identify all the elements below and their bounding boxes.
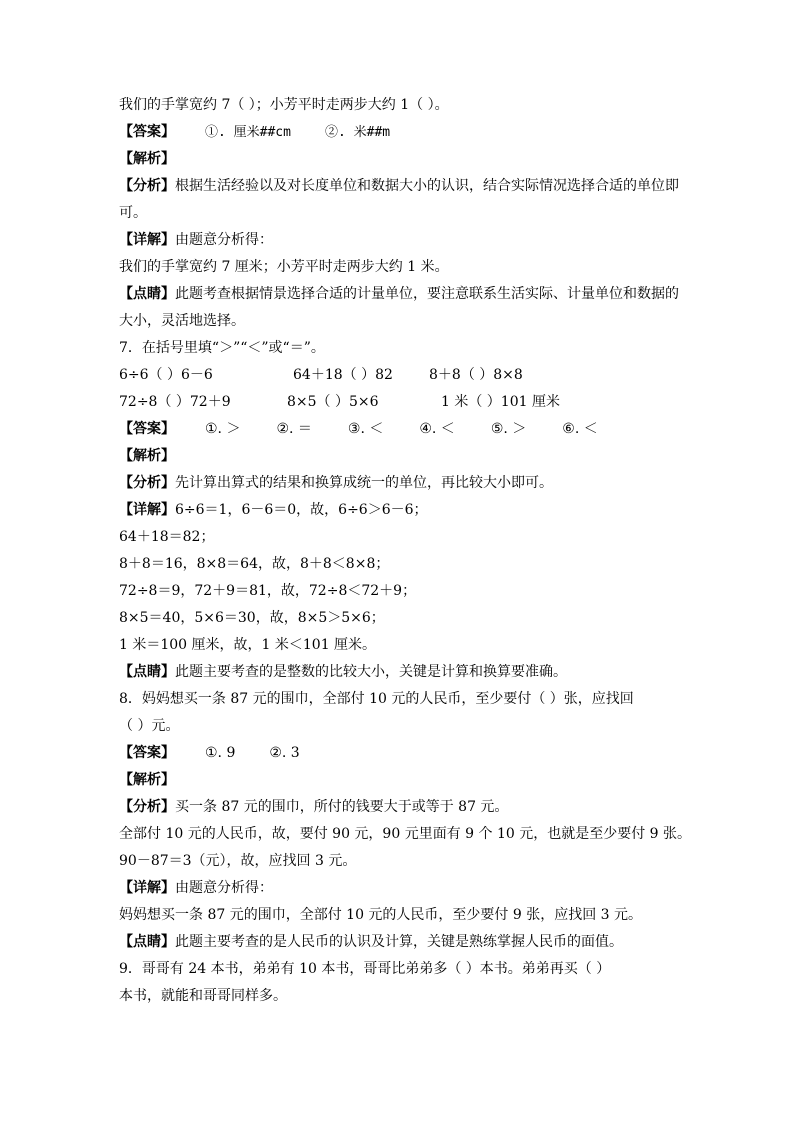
analysis-heading: 【解析】	[119, 448, 175, 464]
analysis-heading: 【解析】	[119, 772, 175, 788]
detail-line: 8＋8＝16，8×8＝64，故，8＋8＜8×8；	[119, 556, 390, 572]
question-7-row-1	[119, 362, 679, 389]
detail-tag: 【详解】	[119, 502, 175, 518]
analysis-text	[119, 794, 679, 821]
detail-tag: 【详解】	[119, 232, 175, 248]
answer-item: ⑥. ＜	[562, 421, 598, 437]
question-8-text-cont: （ ）元。	[119, 718, 180, 734]
detail-line: 8×5＝40，5×6＝30，故，8×5＞5×6；	[119, 610, 385, 626]
detail-line: 妈妈想买一条 87 元的围巾，全部付 10 元的人民币，至少要付 9 张，应找回 3 元。	[119, 907, 643, 923]
answer-tag: 【答案】	[119, 421, 175, 437]
question-7-row-2	[119, 389, 679, 416]
answer-row-8	[119, 740, 679, 767]
analysis-line: 90－87＝3（元），故，应找回 3 元。	[119, 853, 357, 869]
detail-body: 由题意分析得：	[175, 232, 273, 248]
detail-line: 1 米＝100 厘米，故，1 米＜101 厘米。	[119, 637, 377, 653]
detail-text	[119, 497, 679, 524]
answer-tag: 【答案】	[119, 745, 175, 761]
compare-item: 64＋18（ ）82	[293, 367, 393, 383]
remark-tag: 【点睛】	[119, 664, 175, 680]
compare-item: 72÷8（ ）72＋9	[119, 394, 231, 410]
answer-item: ②. 米##m	[324, 125, 391, 140]
analysis-heading: 【解析】	[119, 151, 175, 167]
answer-item: ②. 3	[269, 745, 300, 761]
answer-item: ①. 9	[205, 745, 236, 761]
answer-item: ③. ＜	[347, 421, 384, 437]
detail-body: 6÷6＝1，6－6＝0，故，6÷6＞6－6；	[175, 502, 428, 518]
remark-text-cont: 大小，灵活地选择。	[119, 313, 245, 329]
compare-item: 6÷6（ ）6－6	[119, 367, 213, 383]
remark-body: 此题主要考查的是人民币的认识及计算，关键是熟练掌握人民币的面值。	[175, 934, 623, 950]
answer-tag: 【答案】	[119, 124, 175, 140]
question-6-text: 我们的手掌宽约 7（ ）；小芳平时走两步大约 1（ ）。	[119, 97, 449, 113]
analysis-text	[119, 470, 679, 497]
compare-item: 1 米（ ）101 厘米	[441, 394, 560, 410]
analysis-text	[119, 173, 679, 200]
analysis-line: 全部付 10 元的人民币，故，要付 90 元，90 元里面有 9 个 10 元，也就是至少要付 9 张。	[119, 826, 692, 842]
question-8-text: 8．妈妈想买一条 87 元的围巾，全部付 10 元的人民币，至少要付（ ）张，应找回	[119, 691, 634, 707]
analysis-tag: 【分析】	[119, 178, 175, 194]
detail-body: 由题意分析得：	[175, 880, 273, 896]
analysis-body: 根据生活经验以及对长度单位和数据大小的认识，结合实际情况选择合适的单位即	[175, 178, 679, 194]
detail-text	[119, 875, 679, 902]
detail-text-cont: 我们的手掌宽约 7 厘米；小芳平时走两步大约 1 米。	[119, 259, 449, 275]
document-page	[119, 92, 692, 1010]
analysis-body: 买一条 87 元的围巾，所付的钱要大于或等于 87 元。	[175, 799, 509, 815]
analysis-tag: 【分析】	[119, 799, 175, 815]
compare-item: 8＋8（ ）8×8	[429, 367, 523, 383]
analysis-body: 先计算出算式的结果和换算成统一的单位，再比较大小即可。	[175, 475, 553, 491]
analysis-text-cont: 可。	[119, 205, 147, 221]
question-9-text-cont: 本书，就能和哥哥同样多。	[119, 988, 287, 1004]
answer-row-6	[119, 119, 679, 146]
remark-tag: 【点睛】	[119, 286, 175, 302]
answer-item: ④. ＜	[419, 421, 455, 437]
detail-line: 72÷8＝9，72＋9＝81，故，72÷8＜72＋9；	[119, 583, 417, 599]
answer-item: ②. ＝	[276, 421, 312, 437]
answer-item: ①. 厘米##cm	[205, 125, 291, 140]
question-7-title: 7．在括号里填“＞”“＜”或“＝”。	[119, 340, 325, 356]
compare-item: 8×5（ ）5×6	[287, 394, 379, 410]
answer-item: ⑤. ＞	[490, 421, 527, 437]
answer-item: ①. ＞	[205, 421, 241, 437]
analysis-tag: 【分析】	[119, 475, 175, 491]
remark-text	[119, 659, 679, 686]
remark-body: 此题考查根据情景选择合适的计量单位，要注意联系生活实际、计量单位和数据的	[175, 286, 679, 302]
question-9-text: 9．哥哥有 24 本书，弟弟有 10 本书，哥哥比弟弟多（ ）本书。弟弟再买（ ）	[119, 961, 611, 977]
detail-line: 64＋18＝82；	[119, 529, 215, 545]
detail-tag: 【详解】	[119, 880, 175, 896]
answer-row-7	[119, 416, 679, 443]
remark-body: 此题主要考查的是整数的比较大小，关键是计算和换算要准确。	[175, 664, 567, 680]
remark-text	[119, 281, 679, 308]
detail-text	[119, 227, 679, 254]
remark-tag: 【点睛】	[119, 934, 175, 950]
remark-text	[119, 929, 679, 956]
